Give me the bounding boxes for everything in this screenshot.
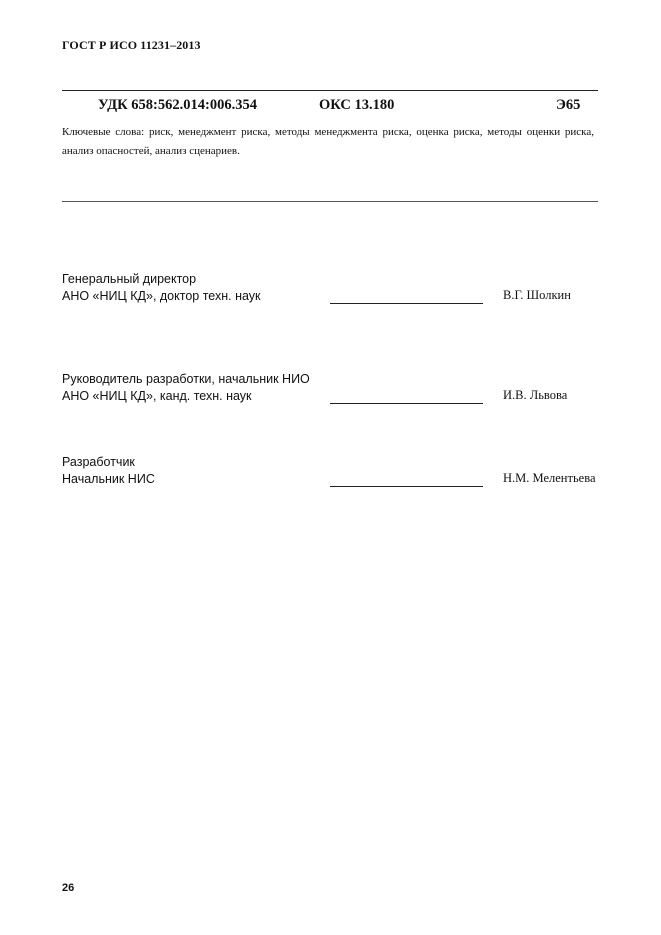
signatory-title: Разработчик: [62, 455, 135, 469]
top-divider: [62, 90, 598, 91]
oks-code: ОКС 13.180: [319, 97, 395, 113]
signatory-title: Руководитель разработки, начальник НИО: [62, 372, 310, 386]
signature-line: [330, 403, 483, 404]
keywords-paragraph: Ключевые слова: риск, менеджмент риска, методы менеджмента риска, оценка риска, методы оценки риска, анализ опасностей, анализ сценариев.: [62, 126, 594, 157]
signature-line: [330, 486, 483, 487]
udk-code: УДК 658:562.014:006.354: [98, 97, 257, 113]
signatory-block-director: [62, 271, 261, 305]
page-number: 26: [62, 882, 75, 894]
signatory-block-lead: [62, 371, 310, 405]
signature-line: [330, 303, 483, 304]
signatory-affiliation: Начальник НИС: [62, 472, 155, 486]
signatory-affiliation: АНО «НИЦ КД», доктор техн. наук: [62, 289, 261, 303]
signatory-block-developer: [62, 454, 155, 488]
signer-name: Н.М. Мелентьева: [503, 471, 596, 485]
standard-header: ГОСТ Р ИСО 11231–2013: [62, 38, 201, 52]
signatory-affiliation: АНО «НИЦ КД», канд. техн. наук: [62, 389, 252, 403]
bottom-divider: [62, 201, 598, 202]
signatory-title: Генеральный директор: [62, 272, 197, 286]
e-code: Э65: [556, 97, 581, 113]
signer-name: В.Г. Шолкин: [503, 288, 571, 302]
signer-name: И.В. Львова: [503, 388, 568, 402]
